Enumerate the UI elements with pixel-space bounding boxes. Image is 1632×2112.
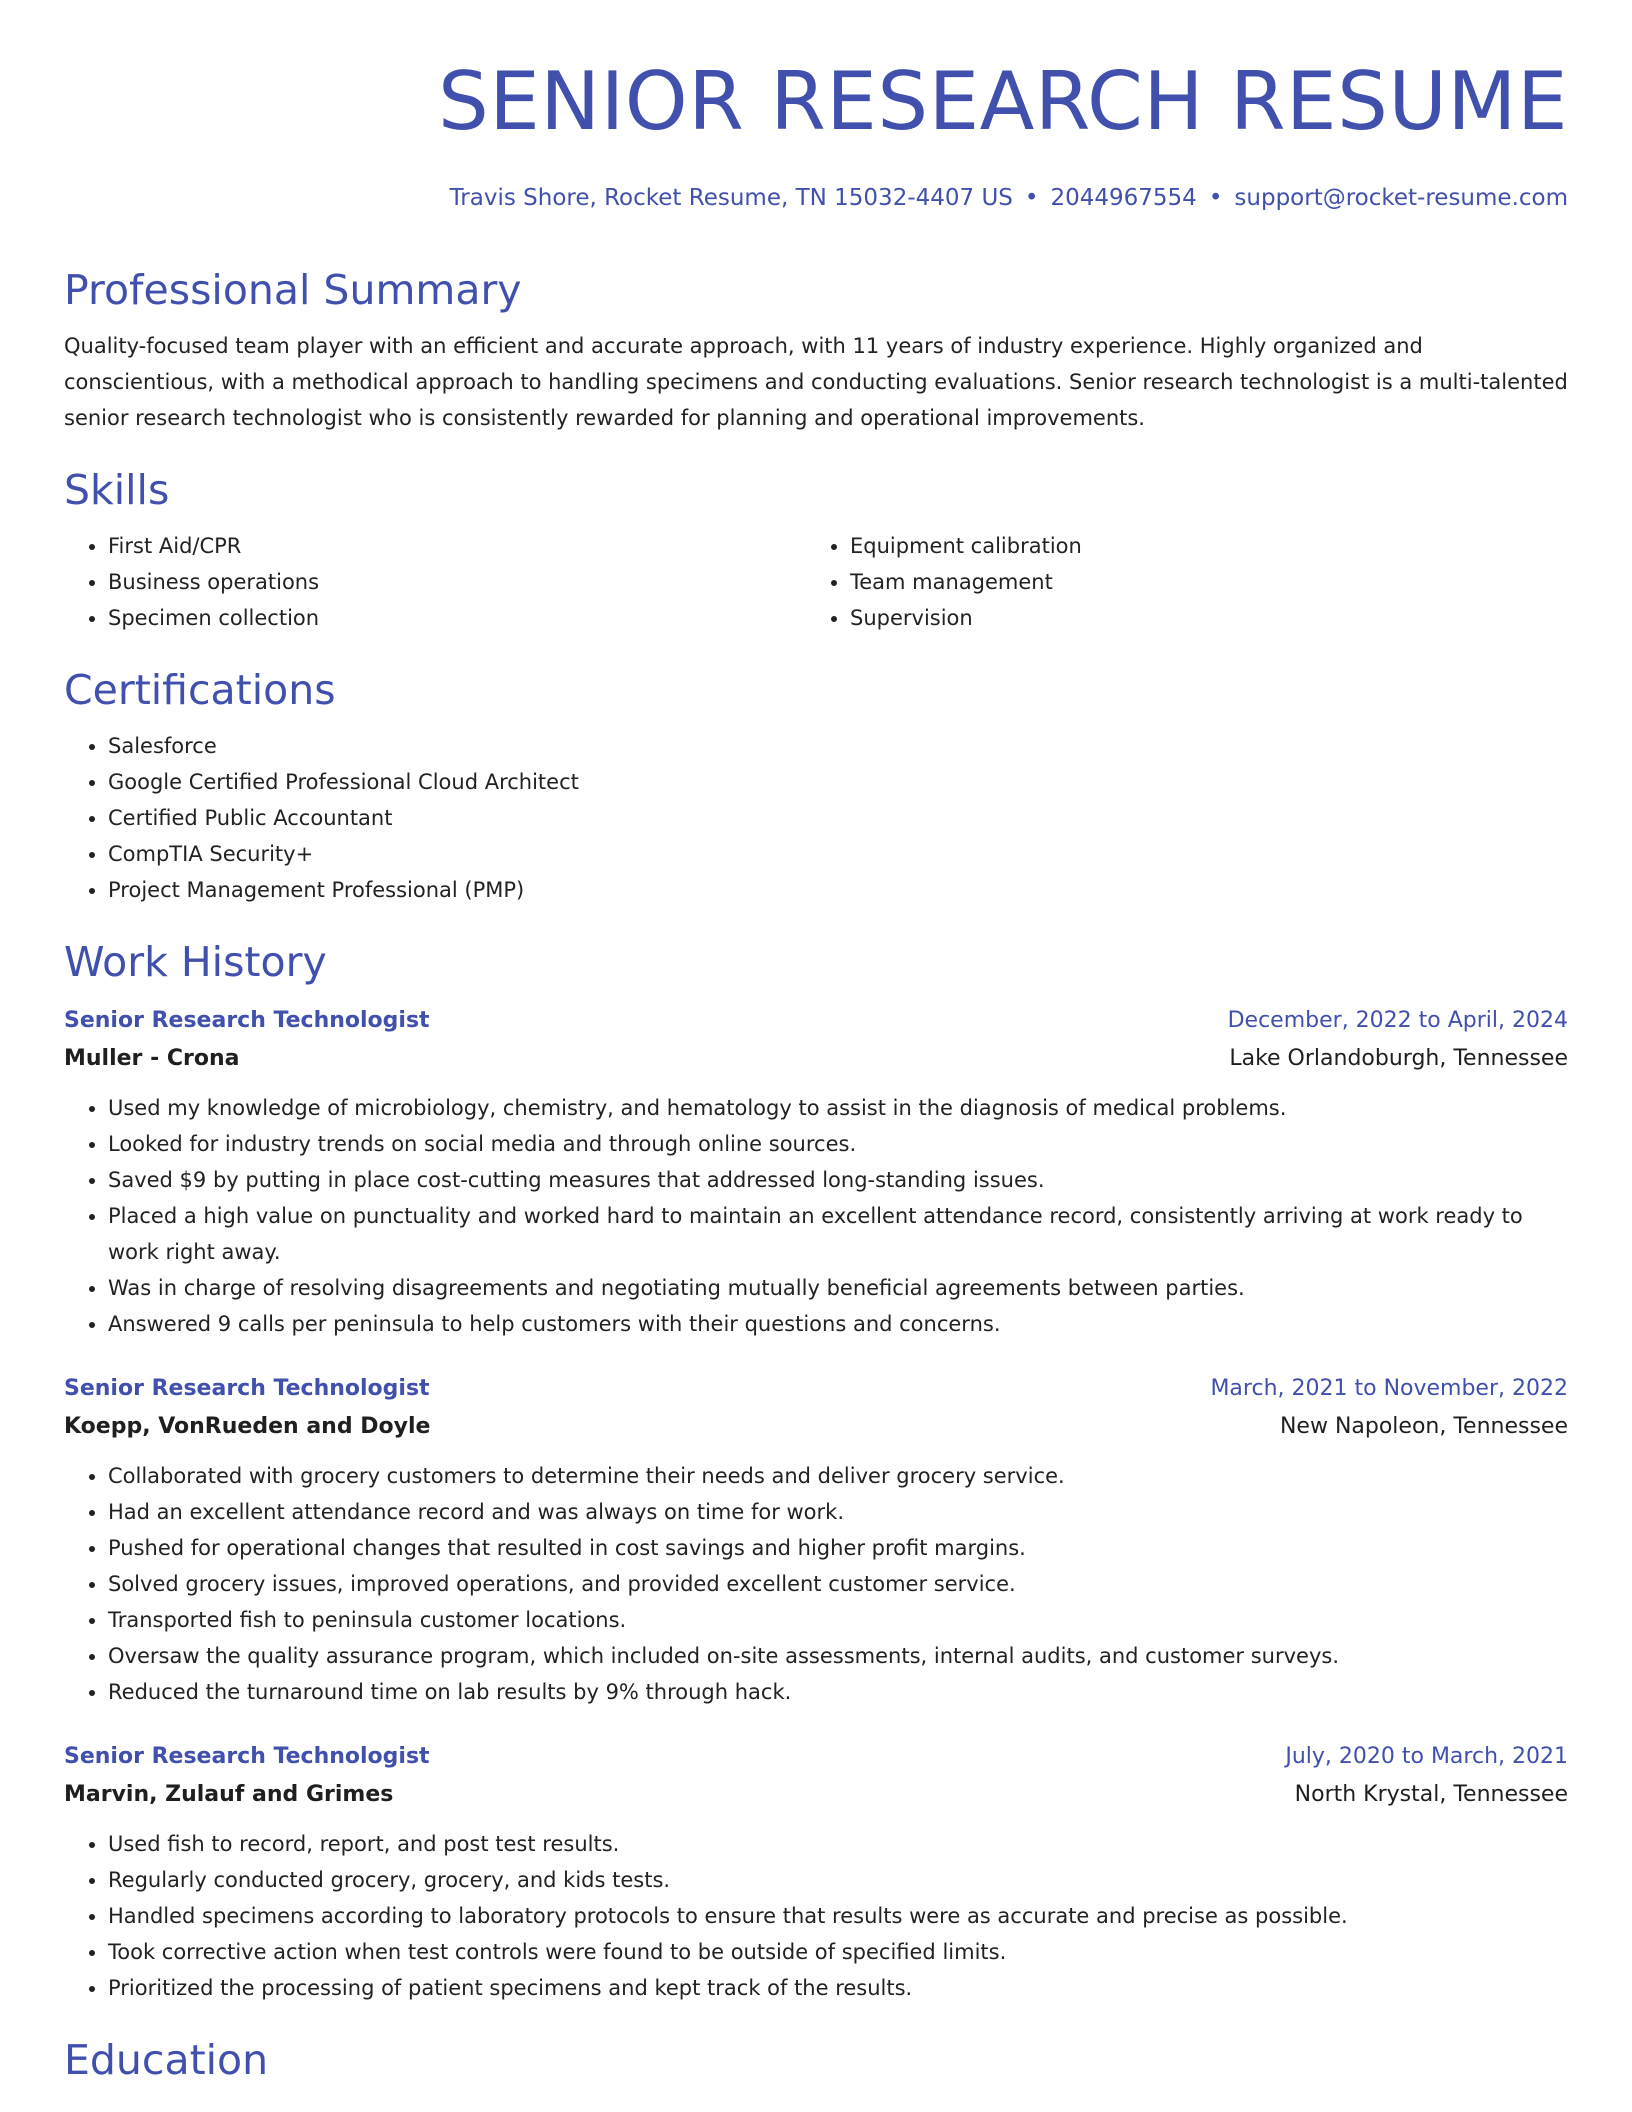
resume-title: SENIOR RESEARCH RESUME xyxy=(437,55,1568,148)
skills-grid xyxy=(64,522,1568,636)
section-heading-work-history: Work History xyxy=(64,938,327,986)
job-duties-list xyxy=(64,1826,1568,2006)
contact-separator: • xyxy=(1208,185,1223,211)
skills-list-left xyxy=(64,528,806,636)
job-duty: • Collaborated with grocery customers to determine their needs and deliver grocery service. xyxy=(108,1458,1568,1494)
section-heading-skills: Skills xyxy=(64,466,170,514)
resume-content xyxy=(64,258,1568,2092)
skill-item: • Specimen collection xyxy=(108,600,806,636)
job-duty: • Regularly conducted grocery, grocery, and kids tests. xyxy=(108,1862,1568,1898)
job-entry xyxy=(64,1002,1568,1342)
job-duty: • Solved grocery issues, improved operations, and provided excellent customer service. xyxy=(108,1566,1568,1602)
job-dates: December, 2022 to April, 2024 xyxy=(1227,1008,1568,1033)
certification-item: • Project Management Professional (PMP) xyxy=(108,872,1568,908)
job-duty: • Placed a high value on punctuality and worked hard to maintain an excellent attendance record, consistently arriving at work ready to work right away. xyxy=(108,1198,1568,1270)
job-entry xyxy=(64,1370,1568,1710)
job-company: Marvin, Zulauf and Grimes xyxy=(64,1782,394,1807)
skill-item: • Team management xyxy=(850,564,1548,600)
job-duty: • Pushed for operational changes that resulted in cost savings and higher profit margins. xyxy=(108,1530,1568,1566)
job-dates: March, 2021 to November, 2022 xyxy=(1210,1376,1568,1401)
job-duty: • Used fish to record, report, and post test results. xyxy=(108,1826,1568,1862)
section-heading-certifications: Certifications xyxy=(64,666,336,714)
job-location: North Krystal, Tennessee xyxy=(1294,1782,1568,1807)
job-duty: • Oversaw the quality assurance program, which included on-site assessments, internal audits, and customer surveys. xyxy=(108,1638,1568,1674)
certifications-section xyxy=(64,658,1568,908)
job-title: Senior Research Technologist xyxy=(64,1008,430,1033)
job-company-row xyxy=(64,1040,1568,1078)
contact-line xyxy=(450,180,1568,216)
section-heading-summary: Professional Summary xyxy=(64,266,522,314)
certification-item: • Salesforce xyxy=(108,728,1568,764)
job-dates: July, 2020 to March, 2021 xyxy=(1285,1744,1568,1769)
job-duty: • Took corrective action when test controls were found to be outside of specified limits. xyxy=(108,1934,1568,1970)
job-company: Muller - Crona xyxy=(64,1046,240,1071)
summary-text: Quality-focused team player with an efficient and accurate approach, with 11 years of industry experience. Highly organized and conscientious, with a methodical approach to handling specimens and conducting evaluations. Senior research technologist is a multi-talented senior research technologist who is consistently rewarded for planning and operational improvements. xyxy=(64,334,1568,430)
job-company: Koepp, VonRueden and Doyle xyxy=(64,1414,431,1439)
skills-section xyxy=(64,458,1568,636)
job-header-row xyxy=(64,1738,1568,1776)
job-duties-list xyxy=(64,1090,1568,1342)
job-company-row xyxy=(64,1408,1568,1446)
job-duty: • Transported fish to peninsula customer locations. xyxy=(108,1602,1568,1638)
job-duty: • Had an excellent attendance record and was always on time for work. xyxy=(108,1494,1568,1530)
skill-item: • Supervision xyxy=(850,600,1548,636)
job-duty: • Reduced the turnaround time on lab results by 9% through hack. xyxy=(108,1674,1568,1710)
skills-list-right xyxy=(806,528,1548,636)
certification-item: • Certified Public Accountant xyxy=(108,800,1568,836)
job-header-row xyxy=(64,1002,1568,1040)
job-duty: • Was in charge of resolving disagreements and negotiating mutually beneficial agreements between parties. xyxy=(108,1270,1568,1306)
certifications-list xyxy=(64,728,1568,908)
professional-summary-section xyxy=(64,258,1568,436)
job-duty: • Handled specimens according to laboratory protocols to ensure that results were as accurate and precise as possible. xyxy=(108,1898,1568,1934)
job-duty: • Used my knowledge of microbiology, chemistry, and hematology to assist in the diagnosis of medical problems. xyxy=(108,1090,1568,1126)
job-location: Lake Orlandoburgh, Tennessee xyxy=(1229,1046,1568,1071)
job-duty: • Prioritized the processing of patient specimens and kept track of the results. xyxy=(108,1970,1568,2006)
job-location: New Napoleon, Tennessee xyxy=(1279,1414,1568,1439)
contact-address: Travis Shore, Rocket Resume, TN 15032-4407 US xyxy=(449,185,1013,211)
job-title: Senior Research Technologist xyxy=(64,1744,430,1769)
certification-item: • CompTIA Security+ xyxy=(108,836,1568,872)
skill-item: • First Aid/CPR xyxy=(108,528,806,564)
skill-item: • Equipment calibration xyxy=(850,528,1548,564)
certification-item: • Google Certified Professional Cloud Architect xyxy=(108,764,1568,800)
section-heading-education: Education xyxy=(64,2036,269,2084)
contact-separator: • xyxy=(1024,185,1039,211)
job-duty: • Looked for industry trends on social media and through online sources. xyxy=(108,1126,1568,1162)
job-entry xyxy=(64,1738,1568,2006)
job-duty: • Answered 9 calls per peninsula to help customers with their questions and concerns. xyxy=(108,1306,1568,1342)
contact-phone: 2044967554 xyxy=(1050,185,1197,211)
skill-item: • Business operations xyxy=(108,564,806,600)
job-company-row xyxy=(64,1776,1568,1814)
job-header-row xyxy=(64,1370,1568,1408)
work-history-section xyxy=(64,930,1568,2006)
job-title: Senior Research Technologist xyxy=(64,1376,430,1401)
job-duty: • Saved $9 by putting in place cost-cutting measures that addressed long-standing issues. xyxy=(108,1162,1568,1198)
job-duties-list xyxy=(64,1458,1568,1710)
contact-email: support@rocket-resume.com xyxy=(1234,185,1568,211)
education-section xyxy=(64,2028,1568,2092)
